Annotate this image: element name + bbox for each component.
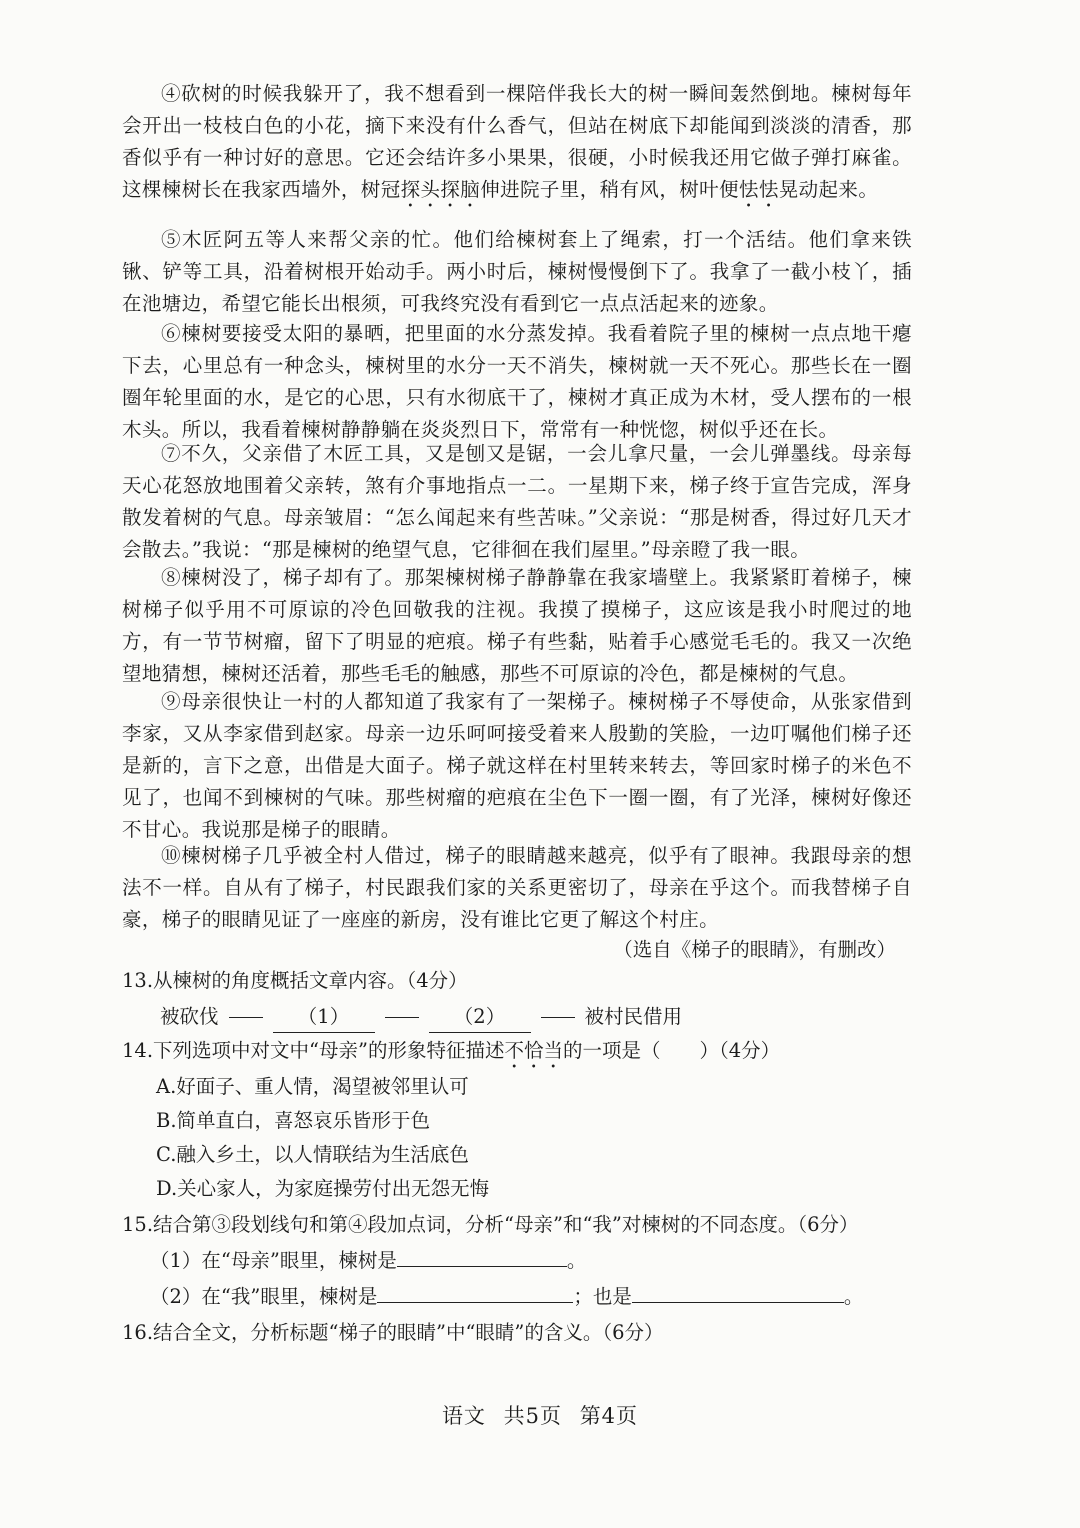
paragraph-4-text-b: 伸进院子里，稍有风，树叶便 (480, 178, 739, 201)
option-c[interactable]: C.融入乡土，以人情联结为生活底色 (156, 1143, 469, 1166)
q15-sub2-text: （2）在“我”眼里，楝树是 (150, 1285, 378, 1308)
paragraph-7: ⑦不久，父亲借了木匠工具，又是刨又是锯，一会儿拿尺量，一会儿弹墨线。母亲每天心花怒放地围着父亲转，煞有介事地指点一二。一星期下来，梯子终于宣告完成，浑身散发着树的气息。母亲皱眉：“怎么闻起来有些苦味。”父亲说：“那是树香，得过好几天才会散去。”我说：“那是楝树的绝望气息，它徘徊在我们屋里。”母亲瞪了我一眼。 (122, 442, 912, 561)
dash-line (385, 1017, 419, 1018)
paragraph-10: ⑩楝树梯子几乎被全村人借过，梯子的眼睛越来越亮，似乎有了眼神。我跟母亲的想法不一样。自从有了梯子，村民跟我们家的关系更密切了，母亲在乎这个。而我替梯子自豪，梯子的眼睛见证了一座座的新房，没有谁比它更了解这个村庄。 (122, 844, 912, 931)
paragraph-9: ⑨母亲很快让一村的人都知道了我家有了一架梯子。楝树梯子不辱使命，从张家借到李家，又从李家借到赵家。母亲一边乐呵呵接受着来人殷勤的笑脸，一边叮嘱他们梯子还是新的，言下之意，出借是大面子。梯子就这样在村里转来转去，等回家时梯子的米色不见了，也闻不到楝树的气味。那些树瘤的疤痕在尘色下一圈一圈，有了光泽，楝树好像还不甘心。我说那是梯子的眼睛。 (122, 690, 912, 841)
question-13-chain (160, 1002, 682, 1033)
q14-stem-b: 的一项是（ ）（4分） (562, 1039, 781, 1062)
answer-blank-2[interactable]: （2） (429, 1002, 531, 1033)
option-d[interactable]: D.关心家人，为家庭操劳付出无怨无悔 (156, 1177, 490, 1200)
paragraph-8: ⑧楝树没了，梯子却有了。那架楝树梯子静静靠在我家墙壁上。我紧紧盯着梯子，楝树梯子似乎用不可原谅的冷色回敬我的注视。我摸了摸梯子，这应该是我小时爬过的地方，有一节节树瘤，留下了明显的疤痕。梯子有些黏，贴着手心感觉毛毛的。我又一次绝望地猜想，楝树还活着，那些毛毛的触感，那些不可原谅的冷色，都是楝树的气息。 (122, 566, 912, 685)
dash-line (541, 1017, 575, 1018)
q15-sub2-end: 。 (843, 1285, 864, 1308)
answer-blank-1[interactable]: （1） (273, 1002, 375, 1033)
answer-blank-15-2[interactable] (377, 1284, 573, 1303)
question-14-stem (122, 1036, 780, 1073)
q15-sub2-mid: ；也是 (573, 1285, 632, 1308)
question-13-stem: 13.从楝树的角度概括文章内容。（4分） (122, 969, 468, 992)
footer-total-pages: 共5页 (503, 1404, 562, 1428)
question-16-stem: 16.结合全文，分析标题“梯子的眼睛”中“眼睛”的含义。（6分） (122, 1321, 664, 1344)
page-footer (0, 1400, 1080, 1430)
footer-page-number: 第4页 (579, 1404, 639, 1428)
dotted-word-2: 怯怯 (738, 178, 779, 201)
dash-line (229, 1017, 263, 1018)
option-a[interactable]: A.好面子、重人情，渴望被邻里认可 (156, 1075, 469, 1098)
paragraph-4-text-c: 晃动起来。 (778, 178, 879, 201)
answer-blank-15-3[interactable] (632, 1284, 844, 1303)
question-15-stem: 15.结合第③段划线句和第④段加点词，分析“母亲”和“我”对楝树的不同态度。（6分） (122, 1213, 859, 1236)
q15-sub1-text: （1）在“母亲”眼里，楝树是 (150, 1249, 397, 1272)
dotted-word-1: 探头探脑 (400, 178, 481, 201)
answer-blank-15-1[interactable] (397, 1248, 567, 1267)
footer-subject: 语文 (441, 1404, 486, 1428)
q14-emphasis: 不恰当 (504, 1039, 563, 1062)
q15-sub1-end: 。 (566, 1249, 587, 1272)
question-15-sub1 (150, 1246, 586, 1276)
source-citation: （选自《梯子的眼睛》，有删改） (613, 938, 896, 961)
paragraph-6: ⑥楝树要接受太阳的暴晒，把里面的水分蒸发掉。我看着院子里的楝树一点点地干瘪下去，心里总有一种念头，楝树里的水分一天不消失，楝树就一天不死心。那些长在一圈圈年轮里面的水，是它的心思，只有水彻底干了，楝树才真正成为木材，受人摆布的一根木头。所以，我看着楝树静静躺在炎炎烈日下，常常有一种恍惚，树似乎还在长。 (122, 322, 912, 441)
question-15-sub2 (150, 1282, 863, 1312)
paragraph-4 (122, 78, 912, 212)
chain-start: 被砍伐 (160, 1005, 219, 1028)
paragraph-5: ⑤木匠阿五等人来帮父亲的忙。他们给楝树套上了绳索，打一个活结。他们拿来铁锹、铲等工具，沿着树根开始动手。两小时后，楝树慢慢倒下了。我拿了一截小枝丫，插在池塘边，希望它能长出根须，可我终究没有看到它一点点活起来的迹象。 (122, 228, 912, 315)
paragraph-4-text-a: ④砍树的时候我躲开了，我不想看到一棵陪伴我长大的树一瞬间轰然倒地。楝树每年会开出一枝枝白色的小花，摘下来没有什么香气，但站在树底下却能闻到淡淡的清香，那香似乎有一种讨好的意思。它还会结许多小果果，很硬，小时候我还用它做子弹打麻雀。这棵楝树长在我家西墙外，树冠 (122, 82, 912, 201)
q14-stem-a: 14.下列选项中对文中“母亲”的形象特征描述 (122, 1039, 505, 1062)
option-b[interactable]: B.简单直白，喜怒哀乐皆形于色 (156, 1109, 431, 1132)
chain-end: 被村民借用 (584, 1005, 683, 1028)
